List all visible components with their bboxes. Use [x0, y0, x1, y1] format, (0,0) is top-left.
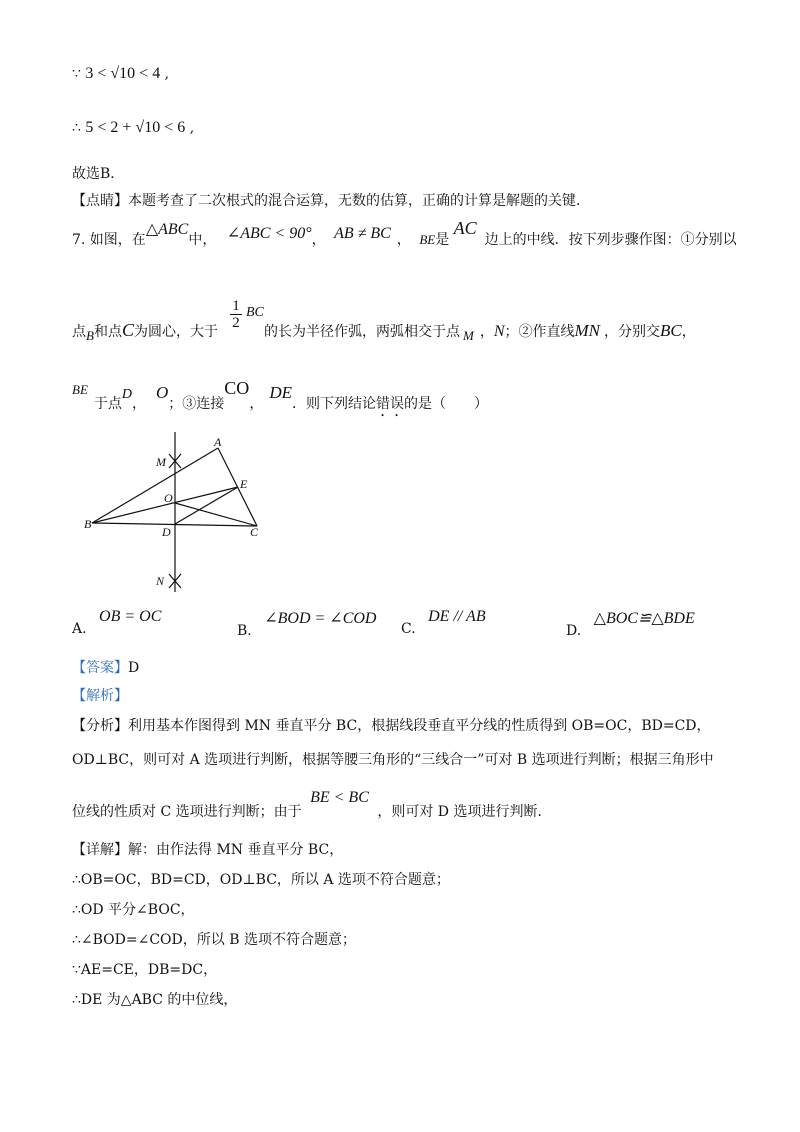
text: ，分别交	[603, 324, 660, 340]
option-expr: ∠BOD = ∠COD	[264, 610, 377, 627]
analysis-tag: 【解析】	[72, 688, 128, 704]
segment-co-label: CO	[224, 378, 250, 398]
segment-co	[175, 503, 257, 526]
option-expr: OB = OC	[99, 608, 162, 625]
text: ，	[396, 232, 411, 248]
therefore-symbol: ∴	[72, 120, 81, 136]
question-7-line-1	[72, 218, 737, 250]
because-symbol: ∵	[72, 66, 81, 82]
inequality-expression: 5 < 2 + √10 < 6	[85, 119, 186, 136]
text: 位线的性质对 C 选项进行判断；由于	[72, 804, 302, 820]
comma: ,	[189, 120, 195, 136]
text: ，	[249, 396, 264, 412]
option-expr: △BOC≌△BDE	[593, 610, 695, 627]
label-o: O	[164, 491, 173, 505]
text: ，	[479, 324, 494, 340]
answer-value: D	[128, 660, 140, 676]
point-m-label: M	[462, 328, 474, 343]
point-d-label: D	[121, 387, 133, 402]
fraction-numerator: 1	[230, 298, 242, 315]
text: 的长为半径作弧，两弧相交于点	[263, 324, 460, 340]
point-o-label: O	[156, 383, 169, 402]
label-b: B	[84, 517, 92, 531]
text: 是	[435, 232, 450, 248]
question-7-line-3	[72, 378, 488, 412]
angle-abc-expr: ∠ABC < 90°	[226, 225, 312, 242]
option-c[interactable]	[401, 608, 486, 637]
reason-line-2	[72, 118, 194, 137]
text: 和点	[93, 324, 122, 340]
comma: ,	[164, 66, 170, 82]
answer-line	[72, 660, 139, 677]
segment-de-label: DE	[269, 383, 292, 402]
text: 的是（ ）	[403, 396, 488, 412]
be-label: BE	[419, 232, 436, 247]
analysis-p3	[72, 789, 552, 821]
question-7-line-2	[72, 320, 696, 342]
text: ，	[132, 396, 147, 412]
text: ；②作直线	[504, 324, 575, 340]
triangle-abc: △ABC	[145, 221, 189, 238]
detail-line-1: 【详解】解：由作法得 MN 垂直平分 BC，	[72, 842, 344, 858]
segment-bc-label: BC	[659, 321, 682, 340]
geometry-figure	[84, 430, 284, 610]
ac-label: AC	[453, 218, 477, 238]
option-label: C.	[401, 621, 416, 637]
inequality-expression: 3 < √10 < 4	[85, 65, 161, 82]
option-expr: DE // AB	[428, 608, 486, 625]
ab-ne-bc-expr: AB ≠ BC	[334, 225, 391, 242]
detail-line-5: ∵AE=CE，DB=DC，	[72, 962, 218, 978]
label-a: A	[214, 435, 222, 449]
text: 为圆心，大于	[133, 324, 218, 340]
text: 于点	[93, 396, 122, 412]
point-b-label: B	[86, 328, 94, 343]
text: 点	[72, 324, 86, 340]
text: ．则下列结论	[291, 396, 376, 412]
be-lt-bc-expr: BE < BC	[310, 789, 369, 806]
option-a[interactable]	[72, 608, 162, 637]
error-emphasis: 错误	[375, 396, 404, 412]
label-c: C	[250, 525, 259, 539]
frac-bc-label: BC	[246, 305, 264, 320]
reason-line-1	[72, 64, 169, 83]
detail-line-4: ∴∠BOD=∠COD，所以 B 选项不符合题意；	[72, 932, 356, 948]
analysis-p2: OD⊥BC，则可对 A 选项进行判断，根据等腰三角形的“三线合一”可对 B 选项进行判断；根据三角形中	[72, 752, 714, 768]
text: ，	[311, 232, 326, 248]
option-label: A.	[72, 621, 87, 637]
segment-ab	[92, 448, 218, 523]
line-mn-label: MN	[574, 321, 600, 340]
detail-line-6: ∴DE 为△ABC 的中位线，	[72, 992, 238, 1008]
option-label: B.	[237, 623, 252, 639]
label-m: M	[156, 455, 166, 469]
segment-be-label: BE	[72, 382, 88, 397]
text: ；③连接	[168, 396, 225, 412]
text: ，则可对 D 选项进行判断．	[377, 804, 552, 820]
detail-line-2: ∴OB=OC，BD=CD，OD⊥BC，所以 A 选项不符合题意；	[72, 872, 450, 888]
point-n-label: N	[493, 323, 505, 340]
fraction-denominator: 2	[232, 315, 240, 331]
choose-line: 故选B．	[72, 166, 125, 182]
option-d[interactable]	[566, 608, 695, 639]
question-number: 7. 如图，在	[72, 232, 146, 248]
label-d: D	[162, 525, 171, 539]
point-c-label: C	[121, 320, 134, 340]
option-b[interactable]	[237, 608, 377, 639]
label-n: N	[156, 574, 165, 588]
option-label: D.	[566, 623, 582, 639]
answer-tag: 【答案】	[72, 660, 128, 676]
text: ，	[681, 324, 696, 340]
text: 边上的中线．按下列步骤作图：①分别以	[484, 232, 737, 248]
analysis-p1: 【分析】利用基本作图得到 MN 垂直平分 BC，根据线段垂直平分线的性质得到 OB=OC，BD=CD，	[72, 718, 711, 734]
detail-line-3: ∴OD 平分∠BOC，	[72, 902, 195, 918]
text: 中，	[188, 232, 217, 248]
label-e: E	[240, 477, 248, 491]
comment-line: 【点睛】本题考查了二次根式的混合运算，无数的估算，正确的计算是解题的关键．	[72, 193, 590, 209]
